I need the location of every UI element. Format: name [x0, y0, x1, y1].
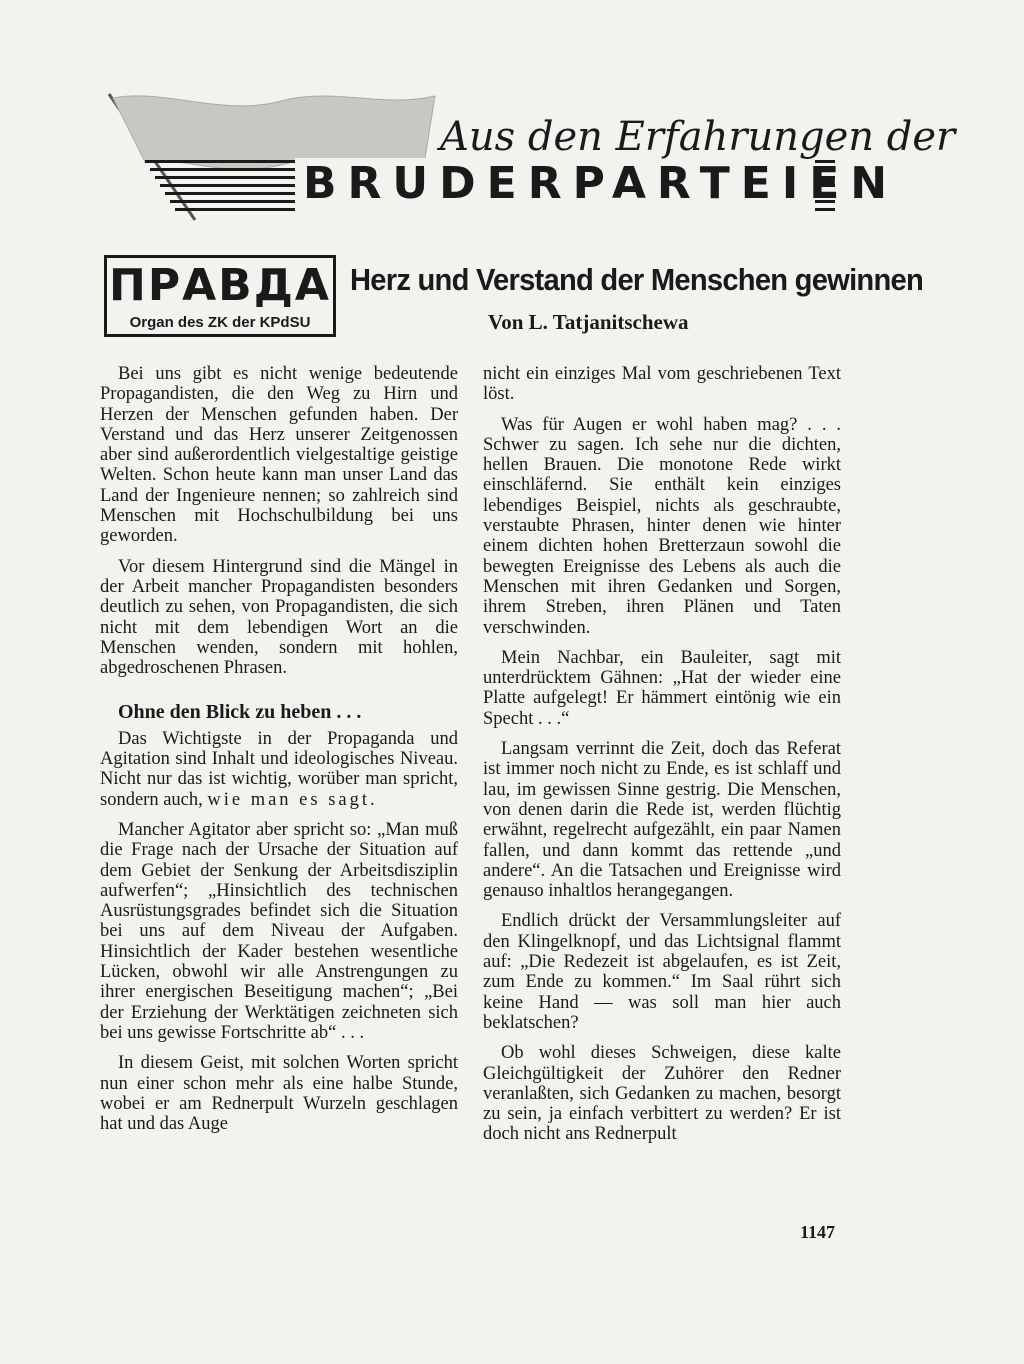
banner-block-title: BRUDERPARTEIEN [303, 158, 899, 209]
section-subheading: Ohne den Blick zu heben . . . [118, 701, 362, 724]
left-column [100, 364, 458, 1144]
pravda-masthead [104, 255, 336, 337]
paragraph: Mancher Agitator aber spricht so: „Man muß die Frage nach der Ursache der Situation auf dem Gebiet der Senkung der Arbeitsdisziplin aufwerfen“; „Hinsichtlich des technischen Ausrüstungsgrades befindet sich die Situation bei uns auf dem Niveau der Aufgaben. Hinsichtlich der Kader bestehen wesentliche Lücken, obwohl wir alle Anstrengungen zu ihrer energischen Beseitigung machen“; „Bei der Erziehung der Werktätigen zeichneten sich bei uns gewisse Fortschritte ab“ . . . [100, 819, 458, 1043]
paragraph: Vor diesem Hintergrund sind die Mängel in der Arbeit mancher Propagandisten besonders deutlich zu sehen, von Propagandisten, die sich nicht mit dem lebendigen Wort an die Menschen wenden, sondern mit hohlen, abgedroschenen Phrasen. [100, 556, 458, 679]
banner-script-title: Aus den Erfahrungen der [440, 114, 956, 160]
pravda-name: ПРАВДА [109, 260, 331, 311]
article-byline: Von L. Tatjanitschewa [488, 310, 689, 334]
article-title: Herz und Verstand der Menschen gewinnen [350, 262, 924, 297]
paragraph: Was für Augen er wohl haben mag? . . . Schwer zu sagen. Ich sehe nur die dichten, hellen Brauen. Die monotone Rede wirkt einschläfernd. Sie enthält kein einziges lebendiges Beispiel, nichts als geschraubte, verstaubte Phrasen, hinter denen wie hinter einem dichten hohen Bretterzaun sowohl die bewegten Ereignisse des Lebens als auch die Menschen mit ihren Gedanken und Sorgen, ihrem Streben, ihren Plänen und Taten verschwinden. [483, 414, 841, 638]
paragraph: nicht ein einziges Mal vom geschriebenen Text löst. [483, 364, 841, 405]
paragraph: Bei uns gibt es nicht wenige bedeutende Propagandisten, die den Weg zu Hirn und Herzen der Menschen gefunden haben. Der Verstand und das Herz unserer Zeitgenossen aber sind außerordentlich vielgestaltige geistige Welten. Schon heute kann man unser Land das Land der Ingenieure nennen; so zahlreich sind Menschen mit Hochschulbildung bei uns geworden. [100, 364, 458, 547]
paragraph: Mein Nachbar, ein Bauleiter, sagt mit unterdrücktem Gähnen: „Hat der wieder eine Platte aufgelegt! Er hämmert eintönig wie ein Specht . . .“ [483, 647, 841, 729]
paragraph: Ob wohl dieses Schweigen, diese kalte Gleichgültigkeit der Zuhörer den Redner veranlaßten, sich Gedanken zu machen, besorgt zu sein, ja einfach verbittert zu werden? Er ist doch nicht ans Rednerpult [483, 1043, 841, 1145]
paragraph: Langsam verrinnt die Zeit, doch das Referat ist immer noch nicht zu Ende, es ist schlaff und lau, im gewissen Sinne gestrig. Die Menschen, von denen darin die Rede ist, werden flüchtig erwähnt, regelrecht aufgezählt, ein paar Namen fallen, und dann kommt das rettende „und andere“. An die Tatsachen und Ereignisse wird genauso inhaltlos herangegangen. [483, 739, 841, 902]
paragraph [100, 729, 458, 810]
paragraph-text: Das Wichtigste in der Propaganda und Agitation sind Inhalt und ideologisches Niveau. Nicht nur das ist wichtig, worüber man spricht, sondern auch, [100, 728, 458, 810]
section-banner [105, 88, 956, 228]
page-number: 1147 [800, 1222, 836, 1242]
right-column [483, 364, 841, 1155]
pravda-subtitle: Organ des ZK der KPdSU [129, 314, 311, 331]
paragraph: In diesem Geist, mit solchen Worten spricht nun einer schon mehr als eine halbe Stunde, wobei er am Rednerpult Wurzeln geschlagen hat und das Auge [100, 1053, 458, 1135]
emphasis-text: wie man es sagt. [207, 789, 378, 810]
paragraph: Endlich drückt der Versammlungsleiter auf den Klingelknopf, und das Lichtsignal flammt auf: „Die Redezeit ist abgelaufen, es ist Zeit, zum Ende zu kommen.“ Im Saal rührt sich keine Hand — was soll man hier auch beklatschen? [483, 911, 841, 1033]
